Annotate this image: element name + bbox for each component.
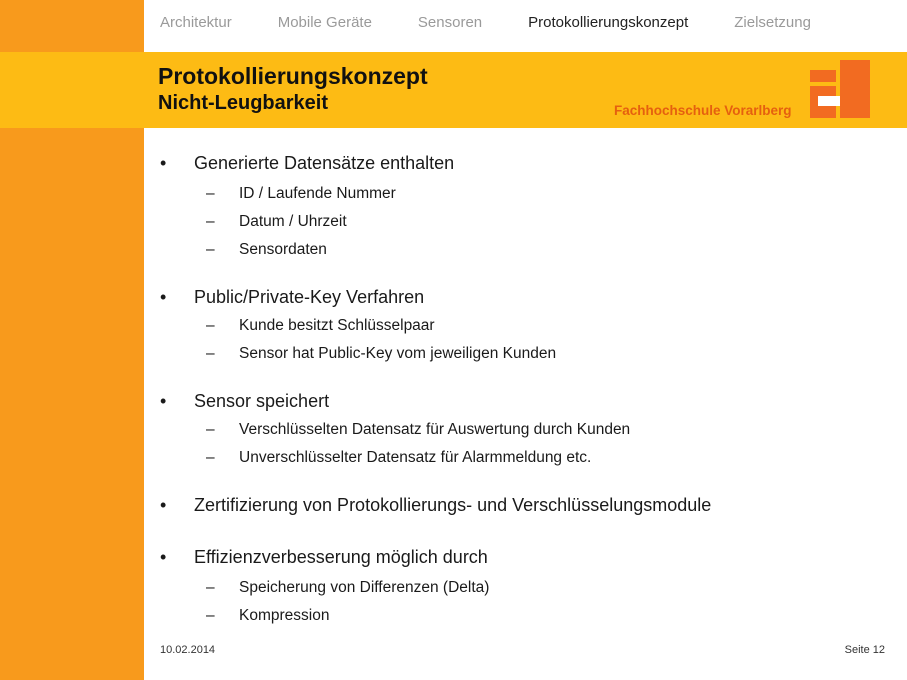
bullet-marker: • <box>160 153 167 173</box>
institution-name: Fachhochschule Vorarlberg <box>614 103 792 118</box>
sub-bullet-text: Kunde besitzt Schlüsselpaar <box>239 317 435 334</box>
slide-title: Protokollierungskonzept <box>158 63 428 89</box>
sub-bullet-marker: – <box>206 185 215 202</box>
bullet-marker: • <box>160 391 167 411</box>
bullet-item <box>160 284 880 310</box>
footer-page-number: Seite 12 <box>844 644 885 656</box>
sub-bullet-item <box>160 212 880 232</box>
sub-bullet-text: ID / Laufende Nummer <box>239 185 396 202</box>
fh-vorarlberg-logo-icon <box>810 60 870 118</box>
sub-bullet-marker: – <box>206 579 215 596</box>
sub-bullet-item <box>160 606 880 626</box>
slide-subtitle: Nicht-Leugbarkeit <box>158 92 329 114</box>
nav-item-mobile-geraete[interactable]: Mobile Geräte <box>277 14 372 31</box>
sub-bullet-marker: – <box>206 317 215 334</box>
sub-bullet-item <box>160 184 880 204</box>
nav-item-protokollierungskonzept[interactable]: Protokollierungskonzept <box>528 14 689 31</box>
sub-bullet-text: Kompression <box>239 607 330 624</box>
nav-item-sensoren[interactable]: Sensoren <box>417 14 483 31</box>
sub-bullet-text: Datum / Uhrzeit <box>239 213 347 230</box>
bullet-text: Sensor speichert <box>194 391 330 411</box>
bullet-text: Public/Private-Key Verfahren <box>194 287 425 307</box>
sub-bullet-item <box>160 240 880 260</box>
sub-bullet-marker: – <box>206 345 215 362</box>
sub-bullet-text: Speicherung von Differenzen (Delta) <box>239 579 490 596</box>
sub-bullet-text: Sensor hat Public-Key vom jeweiligen Kunden <box>239 345 557 362</box>
sub-bullet-marker: – <box>206 421 215 438</box>
bullet-text: Zertifizierung von Protokollierungs- und Verschlüsselungsmodule <box>194 495 712 515</box>
bullet-text: Effizienzverbesserung möglich durch <box>194 547 488 567</box>
sub-bullet-item <box>160 316 880 336</box>
sub-bullet-marker: – <box>206 213 215 230</box>
bullet-item <box>160 544 880 570</box>
footer-date: 10.02.2014 <box>160 644 216 656</box>
bullet-marker: • <box>160 287 167 307</box>
sub-bullet-marker: – <box>206 607 215 624</box>
sub-bullet-item <box>160 448 880 468</box>
bullet-marker: • <box>160 547 167 567</box>
sub-bullet-marker: – <box>206 241 215 258</box>
bullet-item <box>160 388 880 414</box>
bullet-item <box>160 150 880 176</box>
sub-bullet-marker: – <box>206 449 215 466</box>
nav-item-architektur[interactable]: Architektur <box>160 14 232 31</box>
sub-bullet-item <box>160 420 880 440</box>
bullet-item <box>160 492 880 518</box>
sub-bullet-item <box>160 578 880 598</box>
top-navigation <box>160 14 811 34</box>
bullet-text: Generierte Datensätze enthalten <box>194 153 455 173</box>
nav-item-zielsetzung[interactable]: Zielsetzung <box>734 14 811 31</box>
sub-bullet-text: Verschlüsselten Datensatz für Auswertung durch Kunden <box>239 421 631 438</box>
slide-title-block <box>158 62 428 116</box>
bullet-marker: • <box>160 495 167 515</box>
sub-bullet-item <box>160 344 880 364</box>
sub-bullet-text: Sensordaten <box>239 241 327 258</box>
sub-bullet-text: Unverschlüsselter Datensatz für Alarmmeldung etc. <box>239 449 592 466</box>
slide-content <box>160 150 880 626</box>
